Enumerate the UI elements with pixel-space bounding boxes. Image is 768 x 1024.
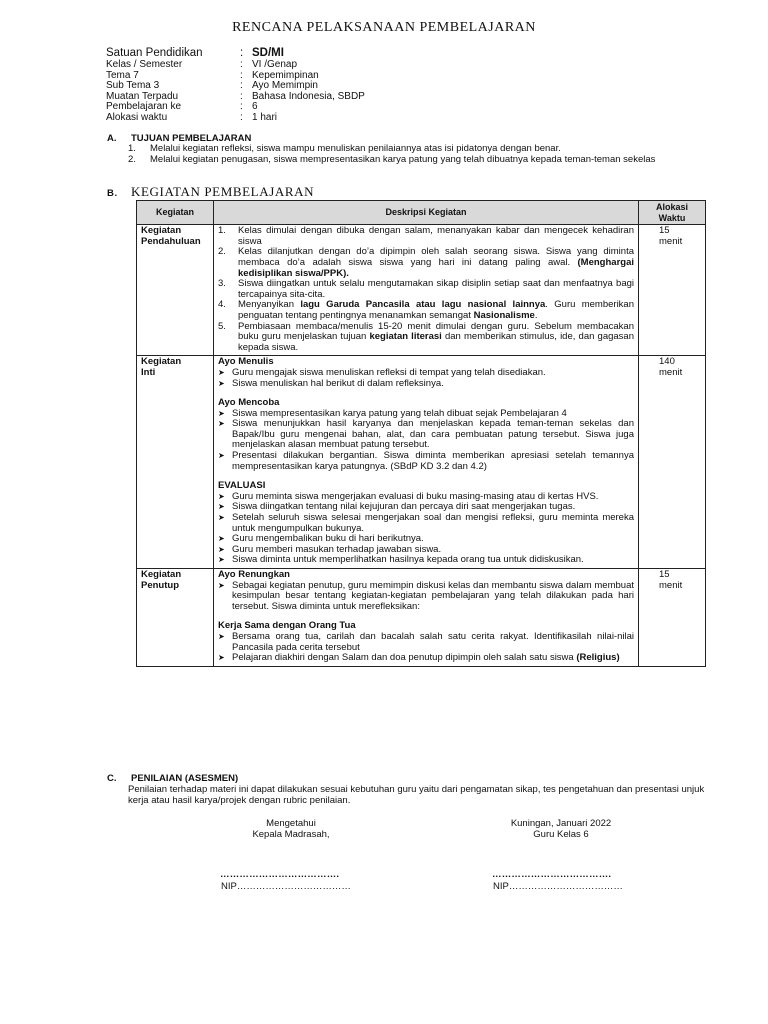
list-item: ➤ Siswa menunjukkan hasil karyanya dan menjelaskan kepada teman-teman sekelas dan Bapak/Ibu guru mengenai bahan, alat, dan cara pembuatan patung tersebut. Siswa juga menjelaskan alasan membuat patung tersebut. xyxy=(218,418,634,451)
identity-row: Pembelajaran ke : 6 xyxy=(106,101,258,113)
section-c-heading: C. PENILAIAN (ASESMEN) xyxy=(107,773,239,784)
nip-left: NIP……………………………… xyxy=(221,881,351,892)
deskripsi-cell xyxy=(214,356,639,569)
list-item: ➤ Setelah seluruh siswa selesai mengerjakan soal dan mengisi refleksi, guru meminta mereka untuk mengumpulkan bukunya. xyxy=(218,512,634,534)
ayo-mencoba-block: Ayo Mencoba ➤ Siswa mempresentasikan karya patung yang telah dibuat sejak Pembelajaran 4 ➤ Siswa menunjukkan hasil karyanya dan menjelaskan kepada teman-teman sekelas dan Bapak/Ibu guru mengenai bahan, alat, dan cara pembuatan patung tersebut. Siswa juga menjelaskan alasan membuat patung tersebut. ➤ Presentasi dilakukan bergantian. Siswa diminta memberikan apresiasi setelah temannya mempresentasikan karya patungnya. (SBdP KD 3.2 dan 4.2) xyxy=(218,397,634,472)
arrowhead-bullet-icon: ➤ xyxy=(218,491,225,501)
deskripsi-cell xyxy=(214,569,639,667)
kegiatan-table xyxy=(136,200,706,667)
arrowhead-bullet-icon: ➤ xyxy=(218,367,225,377)
arrowhead-bullet-icon: ➤ xyxy=(218,378,225,388)
identity-row: Muatan Terpadu : Bahasa Indonesia, SBDP xyxy=(106,90,365,102)
arrowhead-bullet-icon: ➤ xyxy=(218,408,225,418)
deskripsi-cell xyxy=(214,225,639,356)
alokasi-cell: 140 menit xyxy=(639,356,706,569)
kegiatan-cell: Kegiatan Inti xyxy=(137,356,214,569)
list-item: 2. Melalui kegiatan penugasan, siswa mempresentasikan karya patung yang telah dibuatnya kepada teman-teman sekelas xyxy=(128,153,656,165)
list-item: ➤ Guru memberi masukan terhadap jawaban siswa. xyxy=(218,543,442,555)
arrowhead-bullet-icon: ➤ xyxy=(218,544,225,554)
arrowhead-bullet-icon: ➤ xyxy=(218,419,225,429)
column-header: Alokasi Waktu xyxy=(639,201,706,225)
kegiatan-cell: Kegiatan Pendahuluan xyxy=(137,225,214,356)
list-item: ➤ Siswa menuliskan hal berikut di dalam refleksinya. xyxy=(218,377,444,389)
identity-row: Satuan Pendidikan : SD/MI xyxy=(106,47,284,59)
list-item: ➤ Guru meminta siswa mengerjakan evaluasi di buku masing-masing atau di kertas HVS. xyxy=(218,490,599,502)
signature-line-left: ………………………………. xyxy=(220,869,340,880)
list-item: 3. Siswa diingatkan untuk selalu mengutamakan sikap disiplin setiap saat dan menfaatnya bagi tercapainya sita-cita. xyxy=(218,278,634,300)
column-header: Deskripsi Kegiatan xyxy=(214,201,639,225)
table-header-row xyxy=(137,201,706,225)
signature-right: Kuningan, Januari 2022 Guru Kelas 6 xyxy=(510,818,612,840)
table-row-pendahuluan xyxy=(137,225,706,356)
section-a-heading: A. TUJUAN PEMBELAJARAN xyxy=(107,133,252,144)
table-row-penutup xyxy=(137,569,706,667)
page-title: RENCANA PELAKSANAAN PEMBELAJARAN xyxy=(232,20,536,35)
arrowhead-bullet-icon: ➤ xyxy=(218,534,225,544)
identity-block xyxy=(106,47,365,124)
list-item: 4. Menyanyikan lagu Garuda Pancasila atau lagu nasional lainnya. Guru memberikan penguatan tentang pentingnya menanamkan semangat Nasionalisme. xyxy=(218,299,634,321)
list-item: 2. Kelas dilanjutkan dengan do’a dipimpin oleh salah seorang siswa. Siswa yang diminta membaca do’a adalah siswa siswa yang hari ini datang paling awal. (Menghargai kedisiplikan siswa/PPK). xyxy=(218,246,634,279)
evaluasi-block: EVALUASI ➤ Guru meminta siswa mengerjakan evaluasi di buku masing-masing atau di kertas HVS. ➤ Siswa diingatkan tentang nilai kejujuran dan percaya diri saat mengerjakan tugas. ➤ Setelah seluruh siswa selesai mengerjakan soal dan mengisi refleksi, guru meminta mereka untuk mengumpulkan bukunya. ➤ Guru mengembalikan buku di hari berikutnya. ➤ Guru memberi masukan terhadap jawaban siswa. ➤ Siswa diminta untuk memperlihatkan hasilnya kepada orang tua untuk didiskusikan. xyxy=(218,480,634,566)
arrowhead-bullet-icon: ➤ xyxy=(218,653,225,663)
arrowhead-bullet-icon: ➤ xyxy=(218,513,225,523)
list-item: ➤ Guru mengajak siswa menuliskan refleksi di tempat yang telah disediakan. xyxy=(218,366,546,378)
list-item: ➤ Presentasi dilakukan bergantian. Siswa diminta memberikan apresiasi setelah temannya mempresentasikan karya patungnya. (SBdP KD 3.2 dan 4.2) xyxy=(218,450,634,472)
signature-left: Mengetahui Kepala Madrasah, xyxy=(252,818,330,840)
list-item: ➤ Siswa mempresentasikan karya patung yang telah dibuat sejak Pembelajaran 4 xyxy=(218,407,567,419)
section-b-heading: B. KEGIATAN PEMBELAJARAN xyxy=(107,184,315,199)
kegiatan-cell: Kegiatan Penutup xyxy=(137,569,214,667)
identity-row: Tema 7 : Kepemimpinan xyxy=(106,69,319,81)
identity-row: Alokasi waktu : 1 hari xyxy=(106,111,278,123)
kerja-sama-block: Kerja Sama dengan Orang Tua ➤ Bersama orang tua, carilah dan bacalah salah satu cerita rakyat. Identifikasilah nilai-nilai Pancasila pada cerita tersebut ➤ Pelajaran diakhiri dengan Salam dan doa penutup dipimpin oleh salah satu siswa (Religius) xyxy=(218,620,634,664)
list-item: ➤ Siswa diingatkan tentang nilai kejujuran dan percaya diri saat mengerjakan tugas. xyxy=(218,501,576,513)
table-row-inti xyxy=(137,356,706,569)
list-item: ➤ Siswa diminta untuk memperlihatkan hasilnya kepada orang tua untuk didiskusikan. xyxy=(218,554,584,566)
arrowhead-bullet-icon: ➤ xyxy=(218,580,225,590)
tujuan-list xyxy=(128,144,718,166)
list-item: ➤ Bersama orang tua, carilah dan bacalah salah satu cerita rakyat. Identifikasilah nilai-nilai Pancasila pada cerita tersebut xyxy=(218,630,634,653)
list-item: ➤ Pelajaran diakhiri dengan Salam dan doa penutup dipimpin oleh salah satu siswa (Religius) xyxy=(218,652,620,664)
column-header: Kegiatan xyxy=(137,201,214,225)
nip-right: NIP……………………………… xyxy=(493,881,623,892)
alokasi-cell: 15 menit xyxy=(639,225,706,356)
arrowhead-bullet-icon: ➤ xyxy=(218,555,225,565)
ayo-menulis-block: Ayo Menulis ➤ Guru mengajak siswa menuliskan refleksi di tempat yang telah disediakan. ➤ Siswa menuliskan hal berikut di dalam refleksinya. xyxy=(218,357,634,389)
list-item: 1. Melalui kegiatan refleksi, siswa mampu menuliskan penilaiannya atas isi pidatonya dengan benar. xyxy=(128,143,561,154)
alokasi-cell: 15 menit xyxy=(639,569,706,667)
list-item: 1. Kelas dimulai dengan dibuka dengan salam, menanyakan kabar dan mengecek kehadiran siswa xyxy=(218,225,634,247)
arrowhead-bullet-icon: ➤ xyxy=(218,451,225,461)
identity-row: Kelas / Semester : VI /Genap xyxy=(106,59,298,70)
arrowhead-bullet-icon: ➤ xyxy=(218,502,225,512)
signature-line-right: ………………………………. xyxy=(492,869,612,880)
list-item: ➤ Guru mengembalikan buku di hari berikutnya. xyxy=(218,533,424,545)
penilaian-text: Penilaian terhadap materi ini dapat dilakukan sesuai kebutuhan guru yaitu dari pengamatan sikap, tes pengetahuan dan presentasi unjuk kerja atau hasil karya/projek dengan rubric penilaian. xyxy=(128,784,705,806)
identity-row: Sub Tema 3 : Ayo Memimpin xyxy=(106,80,318,92)
ayo-renungkan-block: Ayo Renungkan ➤ Sebagai kegiatan penutup, guru memimpin diskusi kelas dan membantu siswa dalam membuat kesimpulan besar tentang kegiatan-kegiatan pembelajaran yang telah dilakukan pada hari tersebut. Siswa diminta untuk merefleksikan: xyxy=(218,569,634,612)
arrowhead-bullet-icon: ➤ xyxy=(218,631,225,641)
list-item: ➤ Sebagai kegiatan penutup, guru memimpin diskusi kelas dan membantu siswa dalam membuat kesimpulan besar tentang kegiatan-kegiatan pembelajaran yang telah dilakukan pada hari tersebut. Siswa diminta untuk merefleksikan: xyxy=(218,579,634,612)
list-item: 5. Pembiasaan membaca/menulis 15-20 menit dimulai dengan guru. Sebelum membacakan buku guru menjelaskan tujuan kegiatan literasi dan memberikan stimulus, ide, dan gagasan kepada siswa. xyxy=(218,320,635,353)
